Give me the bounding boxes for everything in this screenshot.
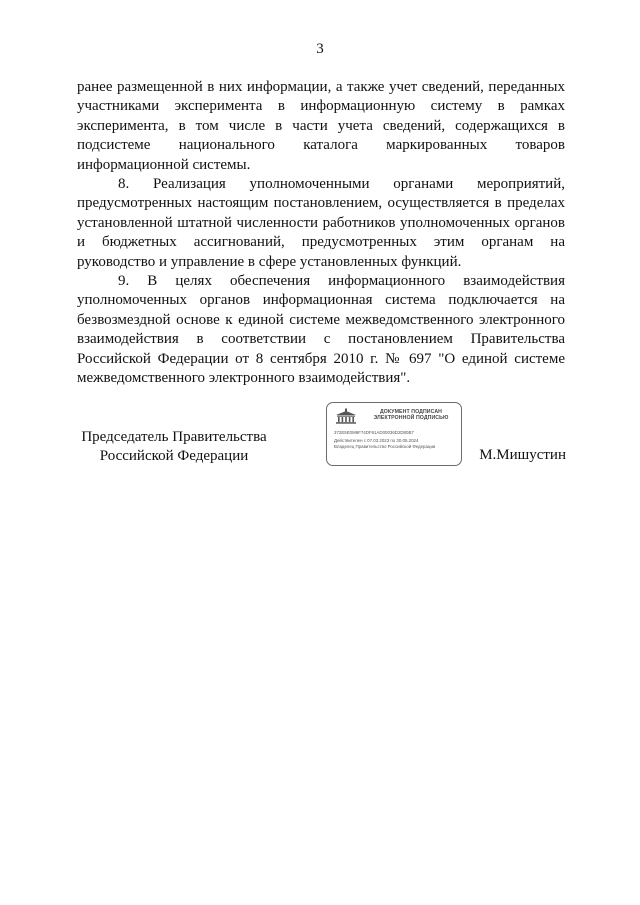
signer-position-line-2: Российской Федерации <box>99 447 249 464</box>
signer-name: М.Мишустин <box>479 447 566 463</box>
stamp-title-line-2: ЭЛЕКТРОННОЙ ПОДПИСЬЮ <box>373 415 449 422</box>
electronic-signature-stamp <box>326 402 462 466</box>
page-number: 3 <box>316 41 324 57</box>
paragraph-continuation: ранее размещенной в них информации, а также учет сведений, переданных участниками эксперимента в информационную систему в рамках эксперимента, в том числе в части учета сведений, содержащихся в подсистеме национального каталога маркированных товаров информационной системы. <box>77 79 565 173</box>
signer-position <box>78 428 270 465</box>
stamp-owner: Владелец Правительство Российской Федерации <box>334 444 436 449</box>
government-building-icon <box>334 408 358 424</box>
signer-position-line-1: Председатель Правительства <box>81 429 267 445</box>
paragraph-8: 8. Реализация уполномоченными органами мероприятий, предусмотренных настоящим постановлением, осуществляется в пределах установленной штатной численности работников уполномоченных органов и бюджетных ассигнований, предусмотренных этим органам на руководство и управление в сфере установленных функций. <box>77 176 565 270</box>
paragraph-9: 9. В целях обеспечения информационного взаимодействия уполномоченных органов информационная система подключается на безвозмездной основе к единой системе межведомственного электронного взаимодействия в соответствии с постановлением Правительства Российской Федерации от 8 сентября 2010 г. № 697 "О единой системе межведомственного электронного взаимодействия". <box>77 273 565 387</box>
document-body <box>77 78 565 389</box>
stamp-certificate-serial: 372E5E0M6F74DF61AD00036D2D80B7 <box>334 430 414 435</box>
stamp-validity-period: Действителен с 07.03.2023 по 30.05.2024 <box>334 438 419 443</box>
stamp-title <box>363 409 459 422</box>
stamp-title-line-1: ДОКУМЕНТ ПОДПИСАН <box>379 409 443 415</box>
